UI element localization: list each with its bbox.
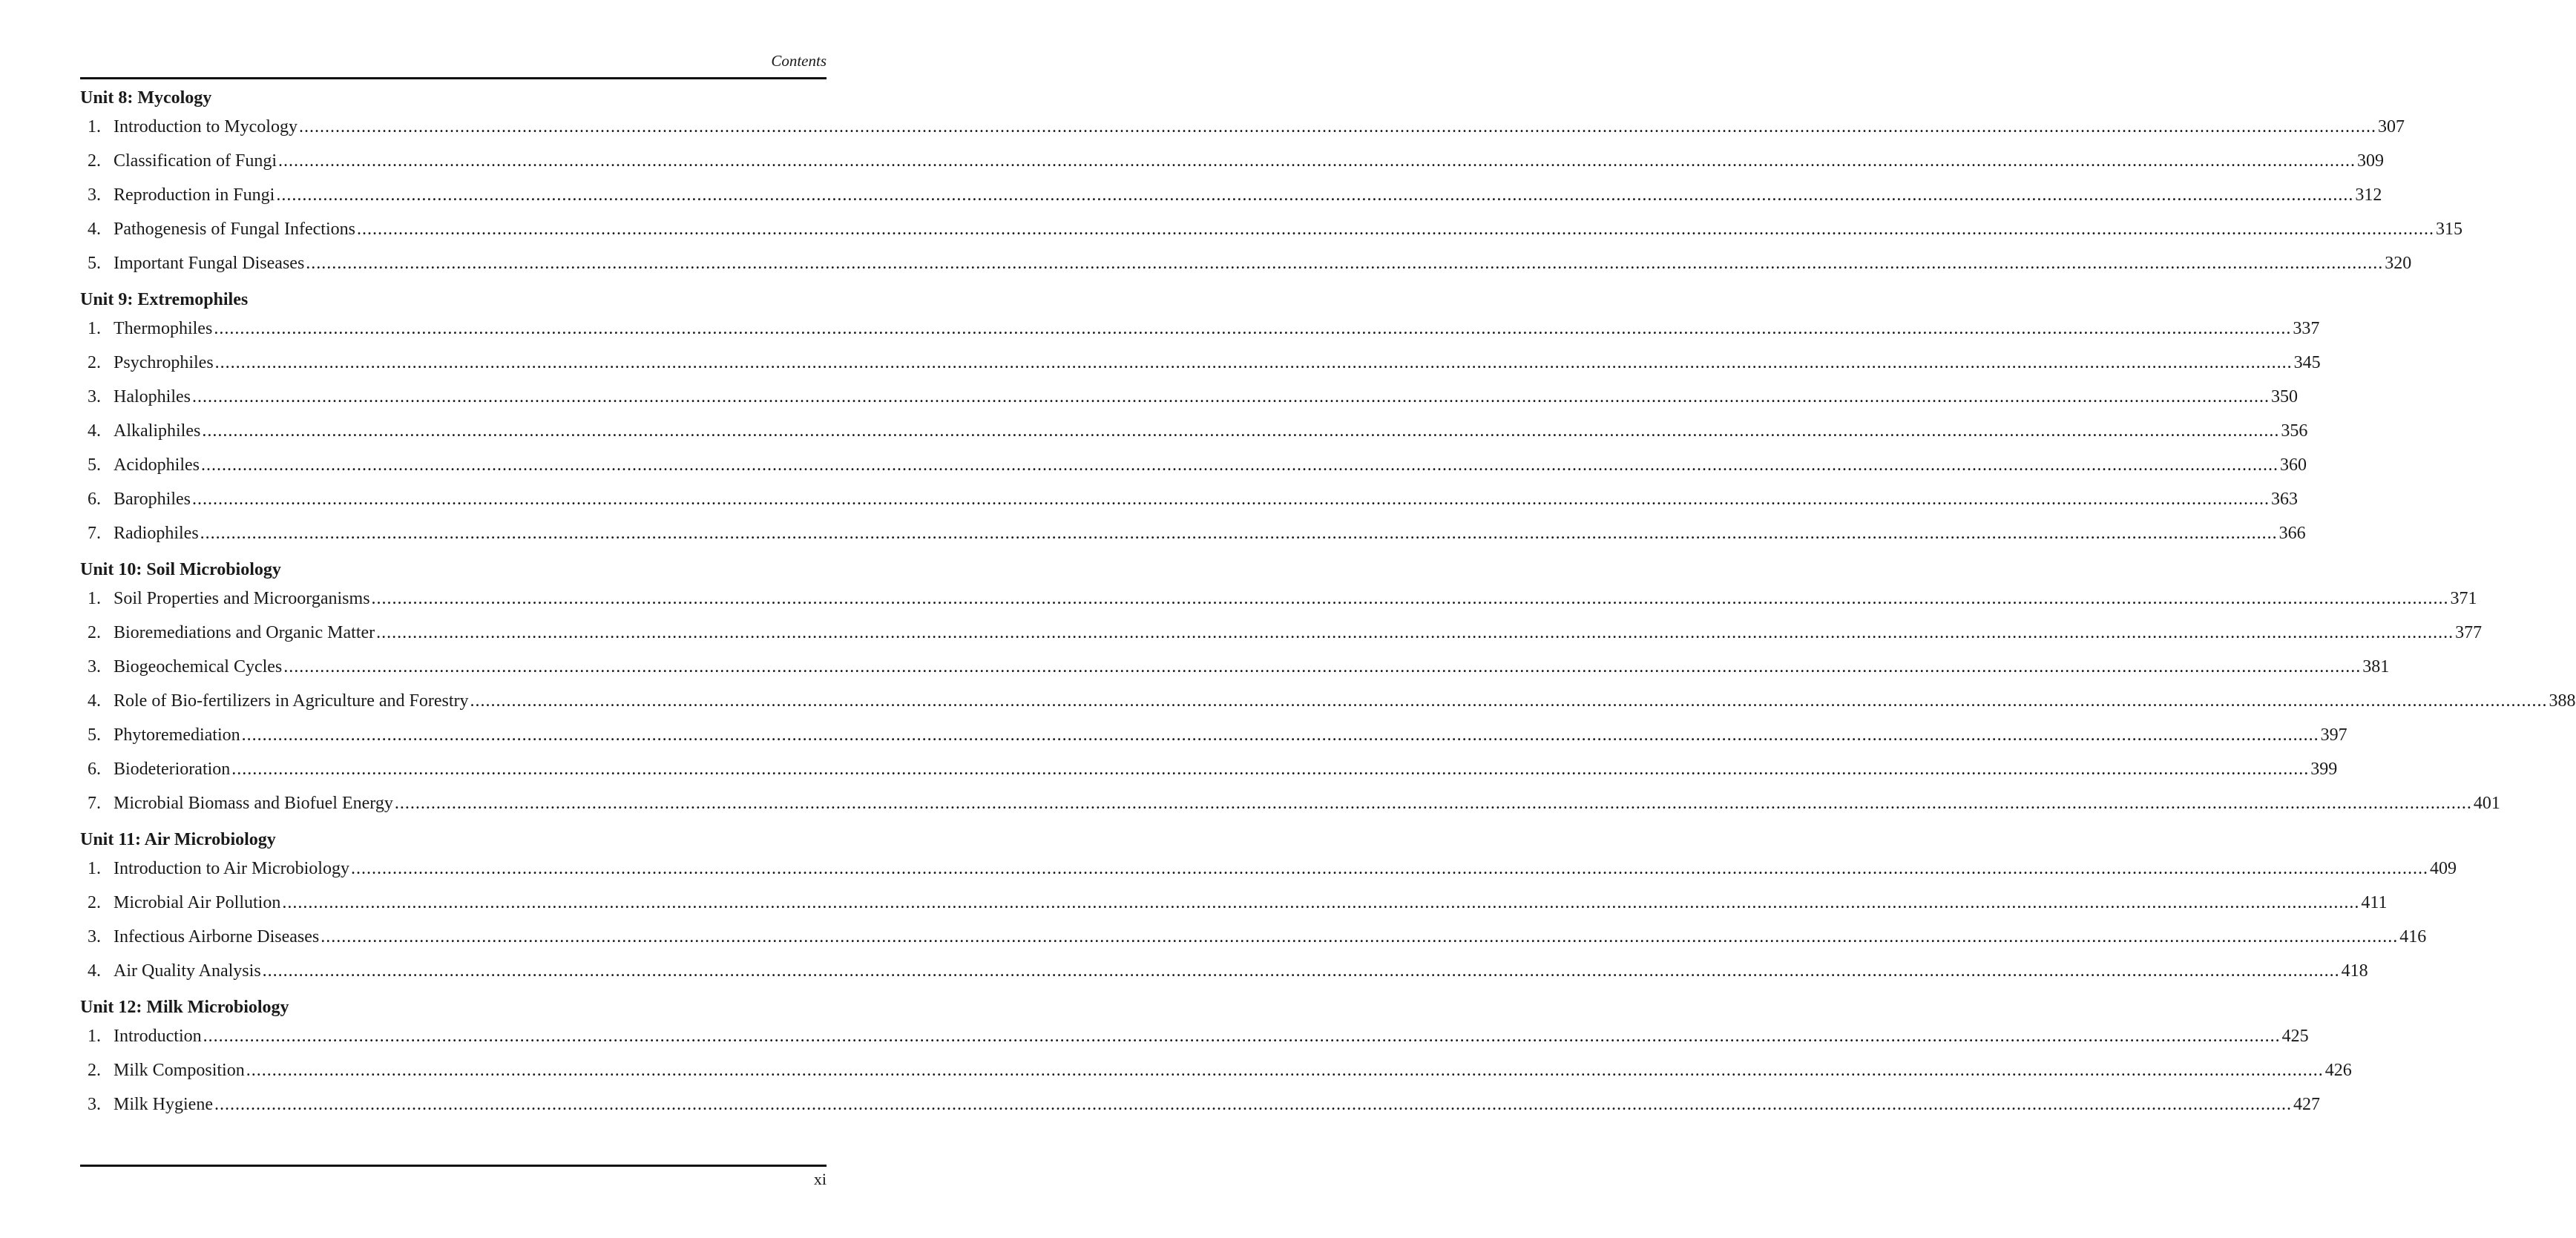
entry-title: Milk Composition bbox=[114, 1061, 245, 1080]
entry-title: Biogeochemical Cycles bbox=[114, 657, 283, 676]
entry-title: Classification of Fungi bbox=[114, 151, 277, 171]
entry-number: 5. bbox=[88, 254, 101, 273]
entry-page-number: 397 bbox=[2320, 725, 2347, 745]
dot-leader: ................................................................................................................................................................................................................................................................................................................................................................................................................ bbox=[262, 961, 2340, 981]
entry-title: Milk Hygiene bbox=[114, 1095, 213, 1114]
entry-title: Barophiles bbox=[114, 490, 191, 509]
entry-number: 2. bbox=[88, 353, 101, 372]
entry-page-number: 360 bbox=[2279, 455, 2307, 475]
entry-page-number: 371 bbox=[2450, 589, 2477, 608]
toc-entry[interactable] bbox=[80, 516, 2306, 550]
dot-leader: ................................................................................................................................................................................................................................................................................................................................................................................................................ bbox=[203, 1027, 2281, 1046]
entry-title: Microbial Biomass and Biofuel Energy bbox=[114, 794, 393, 813]
entry-page-number: 427 bbox=[2293, 1095, 2320, 1114]
entry-page-number: 307 bbox=[2377, 117, 2405, 136]
toc-entry[interactable] bbox=[80, 582, 2477, 616]
entry-title: Important Fungal Diseases bbox=[114, 254, 305, 273]
dot-leader: ................................................................................................................................................................................................................................................................................................................................................................................................................ bbox=[394, 794, 2472, 813]
entry-number: 6. bbox=[88, 760, 101, 779]
entry-title: Microbial Air Pollution bbox=[114, 893, 281, 912]
dot-leader: ................................................................................................................................................................................................................................................................................................................................................................................................................ bbox=[277, 151, 2356, 171]
dot-leader: ................................................................................................................................................................................................................................................................................................................................................................................................................ bbox=[214, 353, 2293, 372]
toc-entry[interactable] bbox=[80, 144, 2384, 178]
toc-entry[interactable] bbox=[80, 178, 2382, 212]
table-of-contents bbox=[80, 86, 2576, 1122]
entry-number: 7. bbox=[88, 794, 101, 813]
dot-leader: ................................................................................................................................................................................................................................................................................................................................................................................................................ bbox=[376, 623, 2454, 642]
entry-page-number: 399 bbox=[2310, 760, 2338, 779]
entry-page-number: 356 bbox=[2281, 421, 2308, 441]
dot-leader: ................................................................................................................................................................................................................................................................................................................................................................................................................ bbox=[276, 185, 2354, 205]
entry-title: Pathogenesis of Fungal Infections bbox=[114, 220, 355, 239]
entry-title: Radiophiles bbox=[114, 524, 199, 543]
running-head: Contents bbox=[771, 52, 827, 70]
header-rule bbox=[80, 77, 827, 79]
dot-leader: ................................................................................................................................................................................................................................................................................................................................................................................................................ bbox=[356, 220, 2434, 239]
toc-entry[interactable] bbox=[80, 920, 2427, 954]
entry-page-number: 350 bbox=[2270, 387, 2298, 406]
entry-title: Infectious Airborne Diseases bbox=[114, 927, 320, 946]
entry-page-number: 337 bbox=[2293, 319, 2320, 338]
toc-entry[interactable] bbox=[80, 1087, 2320, 1122]
toc-entry[interactable] bbox=[80, 718, 2347, 752]
toc-entry[interactable] bbox=[80, 312, 2320, 346]
entry-number: 7. bbox=[88, 524, 101, 543]
entry-title: Acidophiles bbox=[114, 455, 200, 475]
entry-page-number: 366 bbox=[2278, 524, 2306, 543]
entry-page-number: 418 bbox=[2341, 961, 2368, 981]
entry-page-number: 377 bbox=[2455, 623, 2483, 642]
entry-page-number: 363 bbox=[2270, 490, 2298, 509]
dot-leader: ................................................................................................................................................................................................................................................................................................................................................................................................................ bbox=[371, 589, 2449, 608]
entry-number: 1. bbox=[88, 589, 101, 608]
dot-leader: ................................................................................................................................................................................................................................................................................................................................................................................................................ bbox=[298, 117, 2376, 136]
entry-number: 6. bbox=[88, 490, 101, 509]
entry-number: 1. bbox=[88, 319, 101, 338]
entry-number: 2. bbox=[88, 151, 101, 171]
entry-number: 5. bbox=[88, 455, 101, 475]
page-number: xi bbox=[813, 1170, 827, 1188]
entry-page-number: 309 bbox=[2356, 151, 2384, 171]
entry-number: 4. bbox=[88, 961, 101, 981]
entry-title: Air Quality Analysis bbox=[114, 961, 261, 981]
entry-number: 4. bbox=[88, 220, 101, 239]
toc-entry[interactable] bbox=[80, 110, 2405, 144]
footer-rule bbox=[80, 1165, 827, 1167]
entry-number: 1. bbox=[88, 1027, 101, 1046]
dot-leader: ................................................................................................................................................................................................................................................................................................................................................................................................................ bbox=[321, 927, 2399, 946]
entry-title: Introduction to Mycology bbox=[114, 117, 298, 136]
dot-leader: ................................................................................................................................................................................................................................................................................................................................................................................................................ bbox=[306, 254, 2384, 273]
entry-page-number: 416 bbox=[2399, 927, 2427, 946]
toc-entry[interactable] bbox=[80, 786, 2500, 820]
entry-page-number: 401 bbox=[2473, 794, 2500, 813]
toc-entry[interactable] bbox=[80, 448, 2307, 482]
entry-page-number: 425 bbox=[2281, 1027, 2309, 1046]
entry-page-number: 381 bbox=[2362, 657, 2390, 676]
toc-entry[interactable] bbox=[80, 1053, 2352, 1087]
entry-number: 4. bbox=[88, 421, 101, 441]
entry-title: Alkaliphiles bbox=[114, 421, 201, 441]
entry-title: Introduction to Air Microbiology bbox=[114, 859, 349, 878]
entry-title: Introduction bbox=[114, 1027, 202, 1046]
entry-number: 1. bbox=[88, 859, 101, 878]
dot-leader: ................................................................................................................................................................................................................................................................................................................................................................................................................ bbox=[350, 859, 2428, 878]
unit-heading: Unit 12: Milk Microbiology bbox=[80, 998, 289, 1017]
dot-leader: ................................................................................................................................................................................................................................................................................................................................................................................................................ bbox=[282, 893, 2360, 912]
entry-title: Role of Bio-fertilizers in Agriculture and Forestry bbox=[114, 691, 469, 711]
toc-entry[interactable] bbox=[80, 752, 2338, 786]
entry-page-number: 388 bbox=[2549, 691, 2576, 711]
entry-title: Bioremediations and Organic Matter bbox=[114, 623, 375, 642]
toc-entry[interactable] bbox=[80, 886, 2388, 920]
entry-page-number: 409 bbox=[2429, 859, 2457, 878]
unit-heading: Unit 9: Extremophiles bbox=[80, 290, 249, 309]
entry-title: Phytoremediation bbox=[114, 725, 240, 745]
dot-leader: ................................................................................................................................................................................................................................................................................................................................................................................................................ bbox=[283, 657, 2362, 676]
dot-leader: ................................................................................................................................................................................................................................................................................................................................................................................................................ bbox=[202, 421, 2280, 441]
entry-number: 2. bbox=[88, 893, 101, 912]
entry-title: Biodeterioration bbox=[114, 760, 231, 779]
dot-leader: ................................................................................................................................................................................................................................................................................................................................................................................................................ bbox=[231, 760, 2310, 779]
entry-title: Psychrophiles bbox=[114, 353, 214, 372]
entry-title: Thermophiles bbox=[114, 319, 213, 338]
unit-heading: Unit 10: Soil Microbiology bbox=[80, 560, 281, 579]
toc-entry[interactable] bbox=[80, 482, 2298, 516]
entry-number: 5. bbox=[88, 725, 101, 745]
entry-number: 2. bbox=[88, 1061, 101, 1080]
toc-entry[interactable] bbox=[80, 650, 2390, 684]
entry-page-number: 320 bbox=[2385, 254, 2412, 273]
toc-entry[interactable] bbox=[80, 684, 2576, 718]
dot-leader: ................................................................................................................................................................................................................................................................................................................................................................................................................ bbox=[470, 691, 2548, 711]
dot-leader: ................................................................................................................................................................................................................................................................................................................................................................................................................ bbox=[214, 319, 2292, 338]
entry-page-number: 426 bbox=[2324, 1061, 2352, 1080]
toc-entry[interactable] bbox=[80, 1019, 2309, 1053]
entry-title: Soil Properties and Microorganisms bbox=[114, 589, 370, 608]
dot-leader: ................................................................................................................................................................................................................................................................................................................................................................................................................ bbox=[246, 1061, 2324, 1080]
toc-entry[interactable] bbox=[80, 346, 2321, 380]
entry-page-number: 315 bbox=[2435, 220, 2462, 239]
toc-entry[interactable] bbox=[80, 414, 2308, 448]
toc-entry[interactable] bbox=[80, 212, 2462, 246]
entry-page-number: 345 bbox=[2293, 353, 2321, 372]
unit-heading: Unit 11: Air Microbiology bbox=[80, 830, 276, 849]
dot-leader: ................................................................................................................................................................................................................................................................................................................................................................................................................ bbox=[200, 524, 2278, 543]
entry-number: 3. bbox=[88, 1095, 101, 1114]
toc-entry[interactable] bbox=[80, 852, 2457, 886]
entry-title: Halophiles bbox=[114, 387, 191, 406]
entry-title: Reproduction in Fungi bbox=[114, 185, 275, 205]
dot-leader: ................................................................................................................................................................................................................................................................................................................................................................................................................ bbox=[191, 490, 2270, 509]
entry-number: 2. bbox=[88, 623, 101, 642]
dot-leader: ................................................................................................................................................................................................................................................................................................................................................................................................................ bbox=[214, 1095, 2292, 1114]
entry-number: 3. bbox=[88, 657, 101, 676]
toc-entry[interactable] bbox=[80, 380, 2298, 414]
dot-leader: ................................................................................................................................................................................................................................................................................................................................................................................................................ bbox=[191, 387, 2270, 406]
toc-entry[interactable] bbox=[80, 616, 2483, 650]
dot-leader: ................................................................................................................................................................................................................................................................................................................................................................................................................ bbox=[241, 725, 2319, 745]
entry-number: 4. bbox=[88, 691, 101, 711]
dot-leader: ................................................................................................................................................................................................................................................................................................................................................................................................................ bbox=[200, 455, 2278, 475]
unit-heading: Unit 8: Mycology bbox=[80, 88, 212, 108]
toc-entry[interactable] bbox=[80, 246, 2412, 280]
toc-entry[interactable] bbox=[80, 954, 2368, 988]
entry-page-number: 411 bbox=[2361, 893, 2388, 912]
entry-number: 3. bbox=[88, 387, 101, 406]
entry-number: 1. bbox=[88, 117, 101, 136]
entry-number: 3. bbox=[88, 185, 101, 205]
entry-page-number: 312 bbox=[2355, 185, 2382, 205]
entry-number: 3. bbox=[88, 927, 101, 946]
